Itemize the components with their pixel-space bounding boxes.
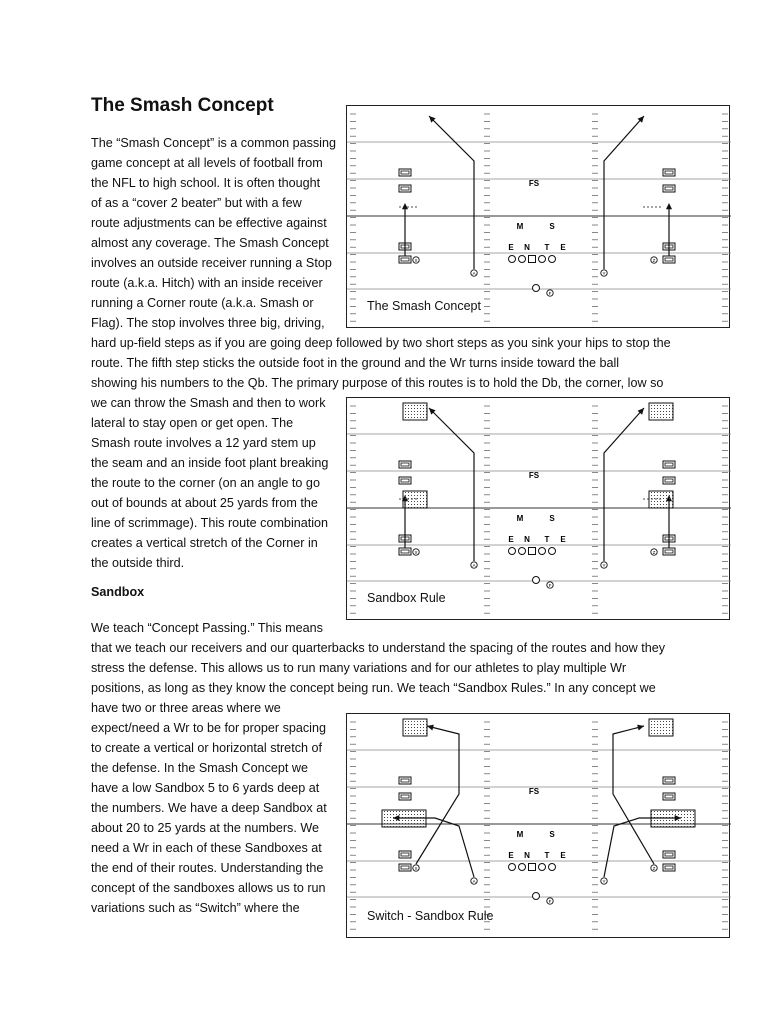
text-line: about 20 to 25 yards at the numbers. We <box>91 821 319 835</box>
player-marker-letter: X <box>414 549 418 555</box>
defensive-lineman: N <box>524 243 530 252</box>
defensive-lineman: E <box>560 535 566 544</box>
receiver-box-inner <box>401 795 409 798</box>
text-line: the numbers. We have a deep Sandbox at <box>91 801 327 815</box>
text-line: almost any coverage. The Smash Concept <box>91 236 329 250</box>
route-line <box>613 726 654 864</box>
receiver-box-inner <box>665 779 673 782</box>
linebacker-m: M <box>516 830 524 839</box>
text-line: the defense. In the Smash Concept we <box>91 761 309 775</box>
receiver-box-inner <box>401 463 409 466</box>
text-line: lateral to stay open or get open. The <box>91 416 294 430</box>
player-marker-letter: X <box>414 865 418 871</box>
quarterback <box>533 893 540 900</box>
offensive-lineman <box>509 548 516 555</box>
route-line <box>429 116 474 269</box>
sandbox-zone <box>403 491 427 508</box>
text-line: positions, as long as they know the concept being run. We teach “Sandbox Rules.” In any concept we <box>91 681 656 695</box>
diagram-caption: The Smash Concept <box>367 299 481 313</box>
text-line: line of scrimmage). This route combination <box>91 516 329 530</box>
linebacker-m: M <box>516 222 524 231</box>
center <box>529 256 536 263</box>
page-title: The Smash Concept <box>91 95 274 116</box>
text-line: the outside third. <box>91 556 185 570</box>
receiver-box-inner <box>401 171 409 174</box>
diagram-caption: Switch - Sandbox Rule <box>367 909 494 923</box>
offensive-lineman <box>509 864 516 871</box>
route-line <box>429 408 474 561</box>
text-line: involves an outside receiver running a Stop <box>91 256 332 270</box>
player-marker-letter: Z <box>652 257 656 263</box>
receiver-box-inner <box>401 479 409 482</box>
receiver-box-inner <box>665 550 673 553</box>
text-line: of as a “cover 2 beater” but with a few <box>91 196 302 210</box>
receiver-box-inner <box>401 853 409 856</box>
text-line: route adjustments can be effective against <box>91 216 327 230</box>
defensive-lineman: E <box>508 243 514 252</box>
route-arrowhead <box>637 725 644 731</box>
text-line: route. The fifth step sticks the outside foot in the ground and the Wr turns inside toward the ball <box>91 356 620 370</box>
player-marker-letter: Y <box>602 562 606 568</box>
sandbox-zone <box>649 403 673 420</box>
offensive-lineman <box>519 256 526 263</box>
offensive-lineman <box>539 864 546 871</box>
defensive-lineman: E <box>508 851 514 860</box>
text-line: game concept at all levels of football from <box>91 156 323 170</box>
sandbox-zone <box>403 403 427 420</box>
player-marker-letter: Z <box>652 865 656 871</box>
defensive-lineman: T <box>544 243 550 252</box>
text-line: out of bounds at about 25 yards from the <box>91 496 318 510</box>
sandbox-rule-diagram <box>346 397 730 620</box>
text-line: hard up-field steps as if you are going deep followed by two short steps as you sink your hips to stop the <box>91 336 671 350</box>
center <box>529 864 536 871</box>
text-line: Flag). The stop involves three big, driving, <box>91 316 325 330</box>
offensive-lineman <box>549 256 556 263</box>
text-line: Smash route involves a 12 yard stem up <box>91 436 316 450</box>
receiver-box-inner <box>665 853 673 856</box>
diagram-field <box>347 714 731 939</box>
sandbox-zone <box>403 719 427 736</box>
defensive-lineman: N <box>524 535 530 544</box>
text-line: expect/need a Wr to be for proper spacing <box>91 721 326 735</box>
sandbox-zone <box>649 719 673 736</box>
route-line <box>604 408 644 561</box>
receiver-box-inner <box>401 187 409 190</box>
text-line: route (a.k.a. Hitch) with an inside receiver <box>91 276 323 290</box>
text-line: the NFL to high school. It is often thought <box>91 176 321 190</box>
player-marker-letter: A <box>472 562 476 568</box>
player-marker-letter: A <box>472 270 476 276</box>
defensive-lineman: T <box>544 535 550 544</box>
receiver-box-inner <box>665 866 673 869</box>
player-marker-letter: Z <box>652 549 656 555</box>
diagram-field <box>347 398 731 621</box>
receiver-box-inner <box>665 795 673 798</box>
receiver-box-inner <box>665 479 673 482</box>
player-marker-letter: F <box>548 290 552 296</box>
free-safety: FS <box>528 179 540 188</box>
receiver-box-inner <box>665 258 673 261</box>
receiver-box-inner <box>665 463 673 466</box>
diagram-field <box>347 106 731 329</box>
text-line: the end of their routes. Understanding the <box>91 861 324 875</box>
switch-sandbox-rule-diagram <box>346 713 730 938</box>
route-line <box>604 116 644 269</box>
offensive-lineman <box>519 548 526 555</box>
offensive-lineman <box>549 864 556 871</box>
linebacker-s: S <box>549 830 555 839</box>
route-arrowhead <box>666 203 672 209</box>
quarterback <box>533 577 540 584</box>
player-marker-letter: F <box>548 582 552 588</box>
defensive-lineman: N <box>524 851 530 860</box>
route-line <box>416 726 459 864</box>
text-line: creates a vertical stretch of the Corner in <box>91 536 318 550</box>
defensive-lineman: E <box>560 851 566 860</box>
receiver-box-inner <box>665 171 673 174</box>
receiver-box-inner <box>665 187 673 190</box>
player-marker-letter: X <box>414 257 418 263</box>
free-safety: FS <box>528 471 540 480</box>
text-line: have two or three areas where we <box>91 701 281 715</box>
text-line: stress the defense. This allows us to run many variations and for our athletes to play multiple Wr <box>91 661 627 675</box>
player-marker-letter: Y <box>602 270 606 276</box>
defensive-lineman: E <box>560 243 566 252</box>
smash-concept-diagram <box>346 105 730 328</box>
player-marker-letter: Y <box>602 878 606 884</box>
free-safety: FS <box>528 787 540 796</box>
offensive-lineman <box>519 864 526 871</box>
text-line: have a low Sandbox 5 to 6 yards deep at <box>91 781 320 795</box>
receiver-box-inner <box>401 258 409 261</box>
text-line: We teach “Concept Passing.” This means <box>91 621 323 635</box>
linebacker-s: S <box>549 514 555 523</box>
sandbox-zone <box>649 491 673 508</box>
center <box>529 548 536 555</box>
route-arrowhead <box>427 725 434 731</box>
offensive-lineman <box>549 548 556 555</box>
text-line: we can throw the Smash and then to work <box>91 396 326 410</box>
receiver-box-inner <box>401 550 409 553</box>
quarterback <box>533 285 540 292</box>
sandbox-heading: Sandbox <box>91 585 145 599</box>
diagram-caption: Sandbox Rule <box>367 591 446 605</box>
text-line: the seam and an inside foot plant breaking <box>91 456 329 470</box>
defensive-lineman: E <box>508 535 514 544</box>
defensive-lineman: T <box>544 851 550 860</box>
offensive-lineman <box>539 548 546 555</box>
linebacker-m: M <box>516 514 524 523</box>
player-marker-letter: F <box>548 898 552 904</box>
text-line: the route to the corner (on an angle to go <box>91 476 320 490</box>
linebacker-s: S <box>549 222 555 231</box>
text-line: need a Wr in each of these Sandboxes at <box>91 841 322 855</box>
text-line: variations such as “Switch” where the <box>91 901 300 915</box>
receiver-box-inner <box>401 779 409 782</box>
player-marker-letter: A <box>472 878 476 884</box>
text-line: running a Corner route (a.k.a. Smash or <box>91 296 314 310</box>
offensive-lineman <box>509 256 516 263</box>
text-line: showing his numbers to the Qb. The primary purpose of this routes is to hold the Db, the corner, low so <box>91 376 664 390</box>
text-line: to create a vertical or horizontal stretch of <box>91 741 322 755</box>
receiver-box-inner <box>401 866 409 869</box>
offensive-lineman <box>539 256 546 263</box>
text-line: concept of the sandboxes allows us to run <box>91 881 326 895</box>
text-line: that we teach our receivers and our quarterbacks to understand the spacing of the routes and how they <box>91 641 666 655</box>
route-arrowhead <box>402 203 408 209</box>
text-line: The “Smash Concept” is a common passing <box>91 136 336 150</box>
